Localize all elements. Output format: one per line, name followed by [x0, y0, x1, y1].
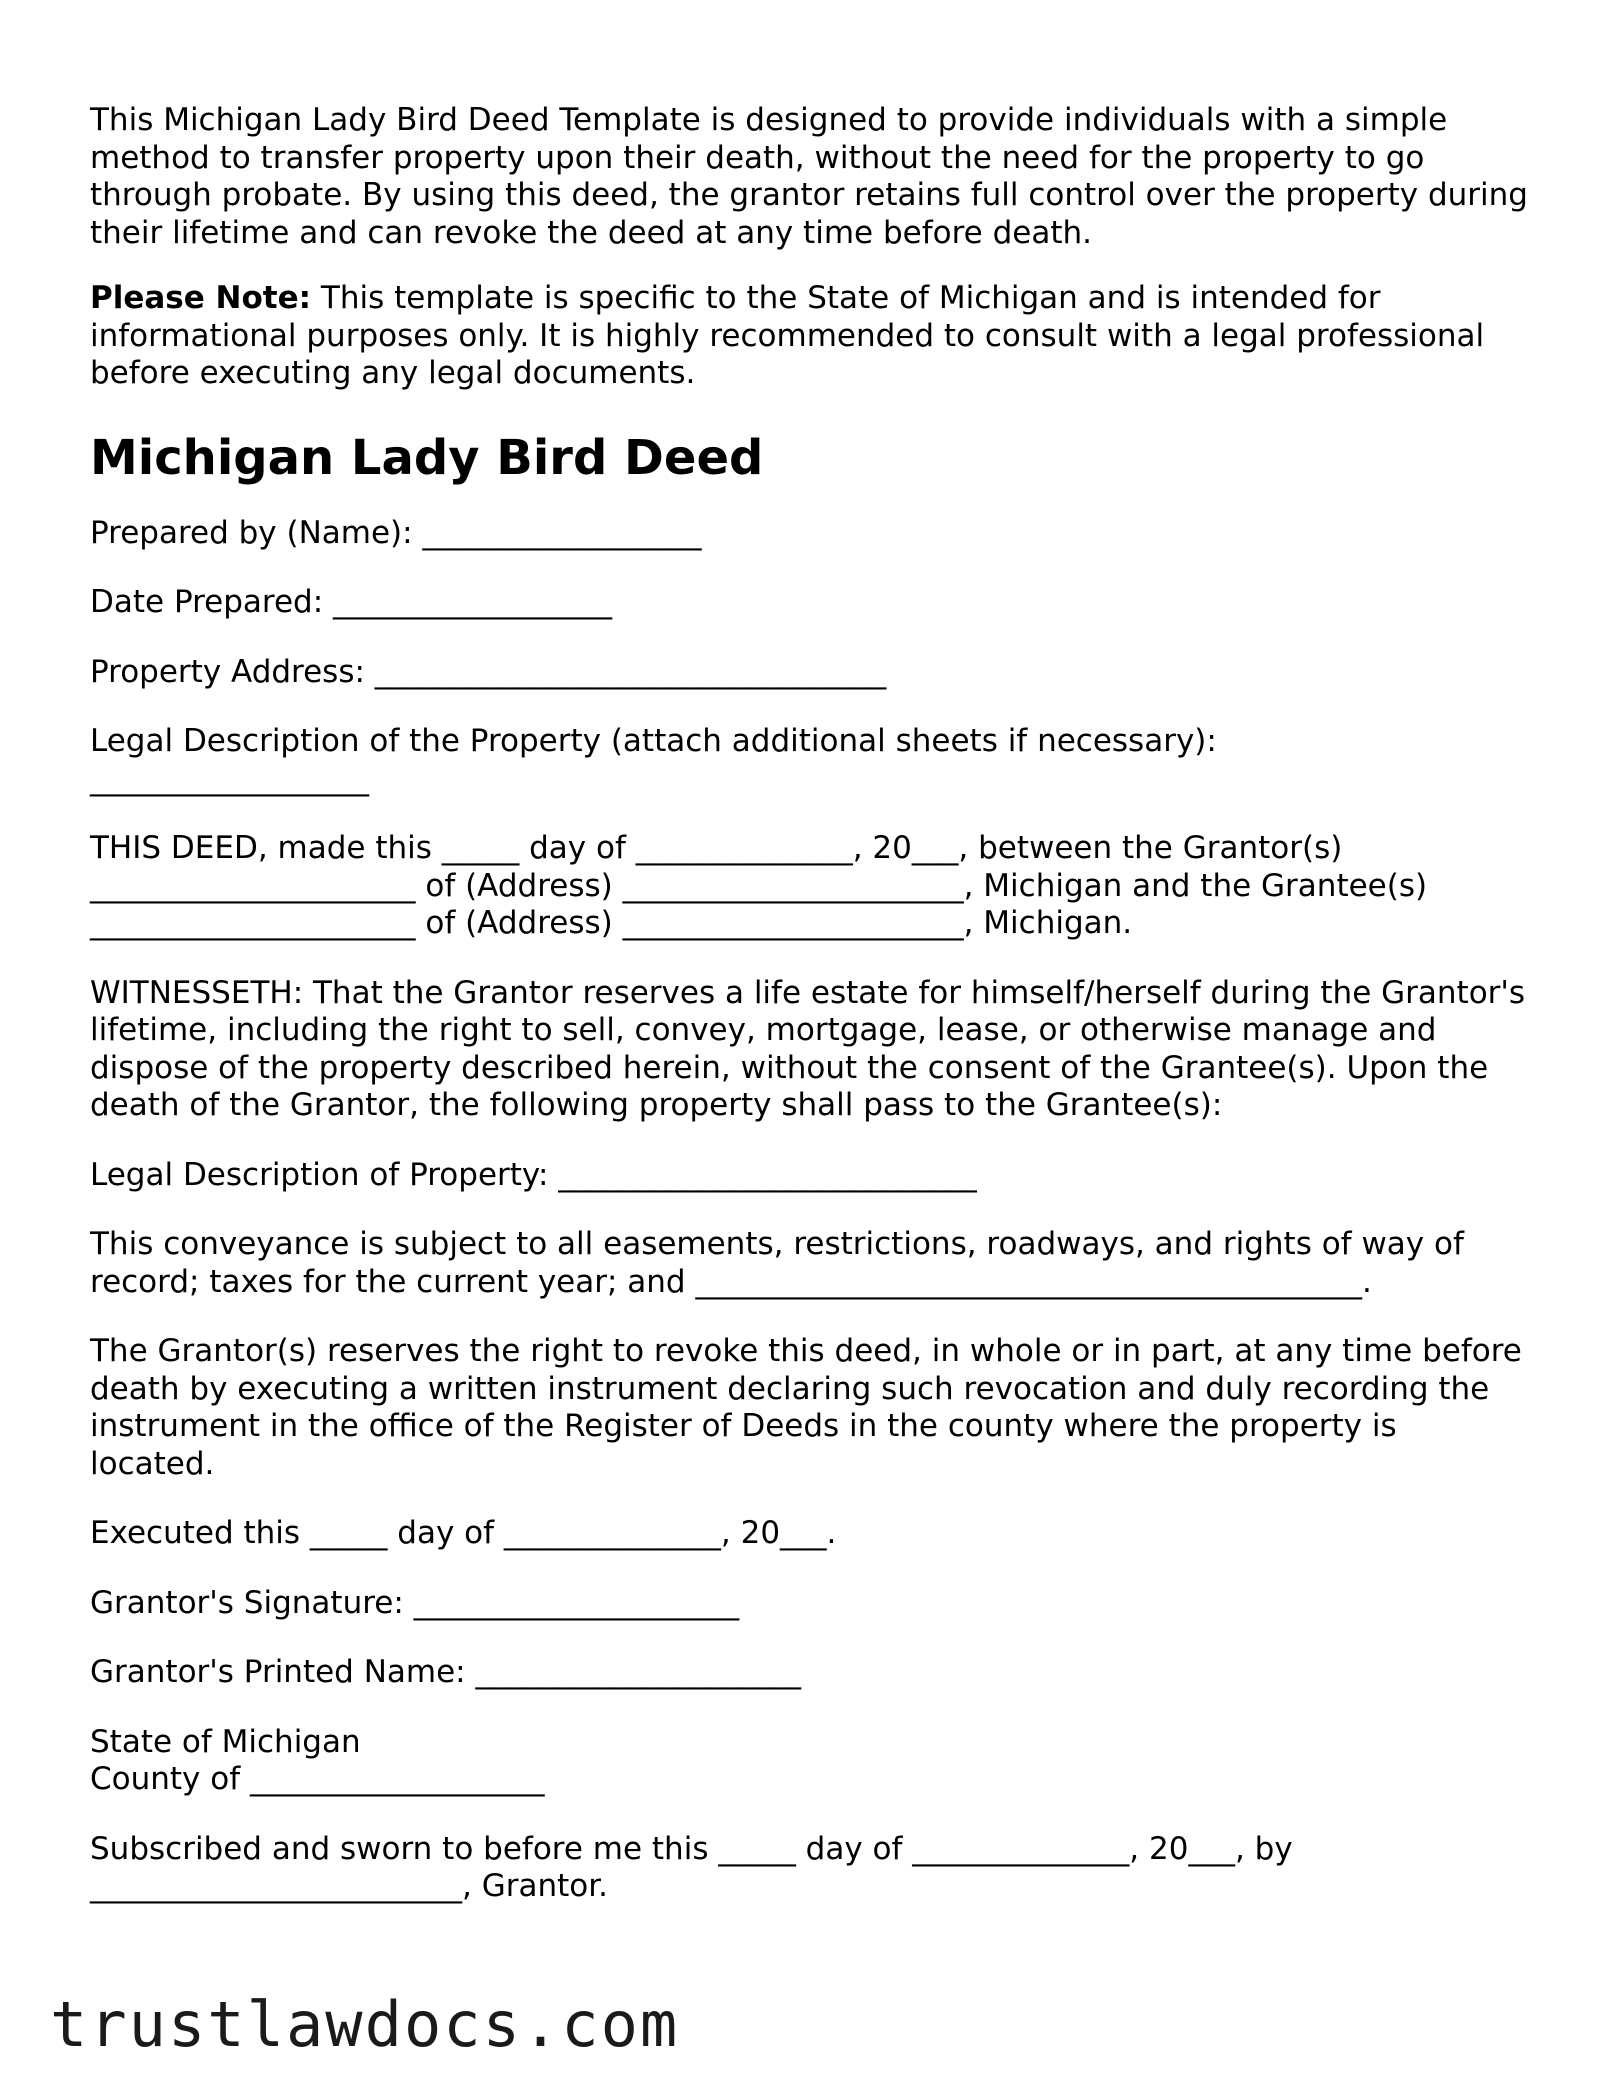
please-note-text: This template is specific to the State of Michigan and is intended for informational purposes only. It is highly recommended to consult with a legal professional before executing any legal documents. — [90, 280, 1485, 391]
watermark: trustlawdocs.com — [50, 1988, 680, 2061]
revocation-paragraph: The Grantor(s) reserves the right to revoke this deed, in whole or in part, at any time before death by executing a written instrument declaring such revocation and duly recording the instrument in the office of the Register of Deeds in the county where the property is located. — [90, 1333, 1522, 1482]
legal-description-property-field: Legal Description of Property: ___________________________ — [90, 1156, 977, 1193]
state-county-block: State of Michigan County of ___________________ — [90, 1723, 545, 1797]
document-body — [90, 102, 1530, 1938]
subscribed-sworn-block: Subscribed and sworn to before me this _____ day of ______________, 20___, by ________________________, Grantor. — [90, 1830, 1293, 1904]
please-note-paragraph — [90, 280, 1530, 393]
prepared-by-field: Prepared by (Name): __________________ — [90, 514, 702, 551]
conveyance-paragraph: This conveyance is subject to all easements, restrictions, roadways, and rights of way of record; taxes for the current year; and ___________________________________________. — [90, 1226, 1464, 1300]
intro-paragraph: This Michigan Lady Bird Deed Template is designed to provide individuals with a simple method to transfer property upon their death, without the need for the property to go through probate. By using this deed, the grantor retains full control over the property during their lifetime and can revoke the deed at any time before death. — [90, 102, 1528, 251]
date-prepared-field: Date Prepared: __________________ — [90, 584, 613, 620]
grantor-printed-name-field: Grantor's Printed Name: _____________________ — [90, 1654, 801, 1690]
property-address-field: Property Address: _________________________________ — [90, 653, 887, 690]
please-note-label: Please Note: — [90, 280, 312, 316]
document-title: Michigan Lady Bird Deed — [90, 429, 764, 486]
grantor-signature-field: Grantor's Signature: _____________________ — [90, 1584, 740, 1621]
deed-clause: THIS DEED, made this _____ day of ______________, 20___, between the Grantor(s) _____________________ of (Address) ______________________, Michigan and the Grantee(s) _____________________ of (Address) ______________________, Michigan. — [90, 830, 1428, 941]
legal-description-field: Legal Description of the Property (attach additional sheets if necessary): __________________ — [90, 723, 1217, 797]
witnesseth-paragraph: WITNESSETH: That the Grantor reserves a life estate for himself/herself during the Grantor's lifetime, including the right to sell, convey, mortgage, lease, or otherwise manage and dispose of the property described herein, without the consent of the Grantee(s). Upon the death of the Grantor, the following property shall pass to the Grantee(s): — [90, 974, 1526, 1123]
executed-field: Executed this _____ day of ______________, 20___. — [90, 1515, 837, 1551]
